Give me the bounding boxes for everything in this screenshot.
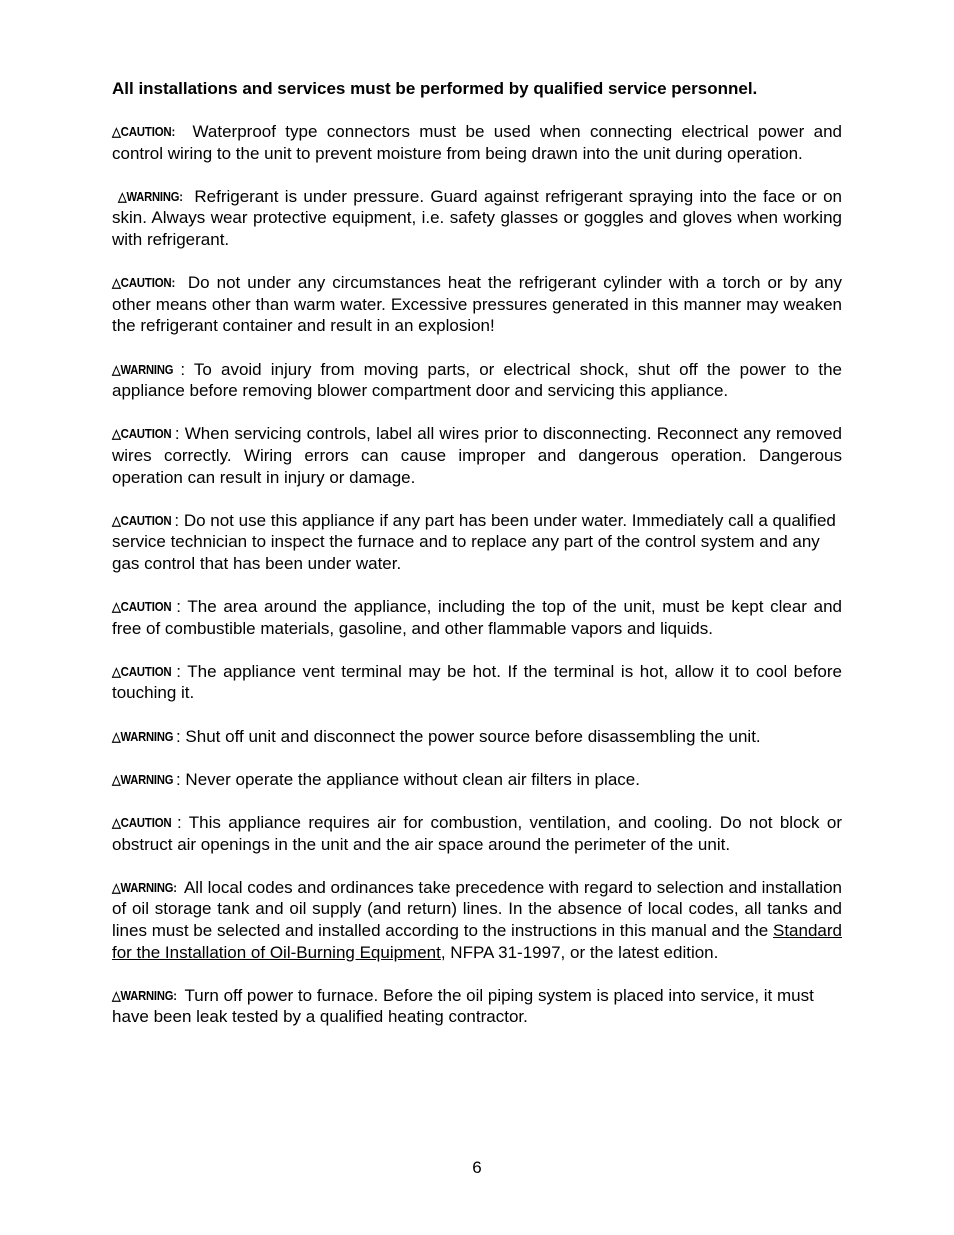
notice-text: : To avoid injury from moving parts, or electrical shock, shut off the power to the appliance before removing blower compartment door and servicing this appliance. [112, 359, 842, 401]
caution-label: △CAUTION: [112, 275, 176, 291]
notice-text: : The appliance vent terminal may be hot. If the terminal is hot, allow it to cool before touching it. [112, 661, 842, 703]
notice-text: : Never operate the appliance without clean air filters in place. [175, 769, 640, 789]
caution-label: △CAUTION [112, 815, 172, 830]
notice-text: All local codes and ordinances take precedence with regard to selection and installation of oil storage tank and oil supply (and return) lines. In the absence of local codes, all tanks and lines must be selected and installed according to the instructions in this manual and the [112, 877, 842, 940]
page-number: 6 [472, 1158, 482, 1177]
caution-notice [112, 812, 842, 855]
notice-text: Refrigerant is under pressure. Guard against refrigerant spraying into the face or on skin. Always wear protective equipment, i.e. safety glasses or goggles and gloves when working with refrigerant. [112, 186, 842, 249]
warning-label: △WARNING [112, 728, 174, 744]
caution-label: △CAUTION [112, 512, 172, 528]
warning-notice [112, 769, 842, 791]
warning-triangle-icon: △ [112, 426, 121, 442]
warning-label: △WARNING [112, 361, 174, 377]
notice-text: : When servicing controls, label all wires prior to disconnecting. Reconnect any removed wires correctly. Wiring errors can cause improper and dangerous operation. Dangerous operation can result in injury or damage. [112, 424, 842, 487]
notice-text: : The area around the appliance, including the top of the unit, must be kept clear and free of combustible materials, gasoline, and other flammable vapors and liquids. [112, 597, 842, 638]
notice-text: : Do not use this appliance if any part has been under water. Immediately call a qualified service technician to inspect the furnace and to replace any part of the control system and any gas control that has been under water. [112, 510, 836, 573]
warning-label: △WARNING: [112, 879, 177, 895]
caution-notice [112, 596, 842, 639]
caution-label: △CAUTION [112, 426, 172, 442]
notice-text: : This appliance requires air for combustion, ventilation, and cooling. Do not block or obstruct air openings in the unit and the air space around the perimeter of the unit. [112, 813, 842, 854]
warning-triangle-icon: △ [112, 512, 121, 528]
warning-triangle-icon: △ [112, 879, 121, 895]
warning-label: △WARNING: [118, 188, 184, 204]
warning-notice [112, 877, 842, 963]
warning-triangle-icon: △ [112, 275, 121, 291]
caution-label: △CAUTION: [112, 124, 176, 139]
caution-label: △CAUTION [112, 663, 172, 679]
warning-label: △WARNING: [112, 987, 177, 1003]
warning-triangle-icon: △ [112, 663, 121, 679]
warning-triangle-icon: △ [118, 188, 127, 204]
warning-notice [112, 985, 842, 1028]
page-heading: All installations and services must be performed by qualified service personnel. [112, 79, 758, 98]
caution-notice [112, 510, 842, 575]
caution-label: △CAUTION [112, 599, 172, 615]
caution-notice [112, 121, 842, 164]
warning-notice [112, 186, 842, 251]
notice-text: Waterproof type connectors must be used when connecting electrical power and control wiring to the unit to prevent moisture from being drawn into the unit during operation. [112, 122, 842, 163]
warning-triangle-icon: △ [112, 771, 121, 787]
warning-triangle-icon: △ [112, 124, 121, 139]
notice-text: : Shut off unit and disconnect the power source before disassembling the unit. [175, 726, 761, 746]
caution-notice [112, 272, 842, 337]
standard-reference: Standard for the Installation of Oil-Burning Equipment [112, 920, 842, 962]
caution-notice [112, 423, 842, 488]
warning-triangle-icon: △ [112, 815, 121, 830]
document-page [112, 78, 842, 1050]
warning-label: △WARNING [112, 771, 174, 787]
notice-text: Do not under any circumstances heat the refrigerant cylinder with a torch or by any other means other than warm water. Excessive pressures generated in this manner may weaken the refrigerant container and result in an explosion! [112, 273, 842, 336]
warning-triangle-icon: △ [112, 361, 121, 377]
warning-notice [112, 359, 842, 402]
caution-notice [112, 661, 842, 704]
notice-text: Turn off power to furnace. Before the oil piping system is placed into service, it must have been leak tested by a qualified heating contractor. [112, 985, 814, 1027]
warning-triangle-icon: △ [112, 987, 121, 1003]
notice-text: , NFPA 31-1997, or the latest edition. [440, 942, 719, 962]
warning-triangle-icon: △ [112, 599, 121, 615]
warning-triangle-icon: △ [112, 728, 121, 744]
warning-notice [112, 726, 842, 748]
